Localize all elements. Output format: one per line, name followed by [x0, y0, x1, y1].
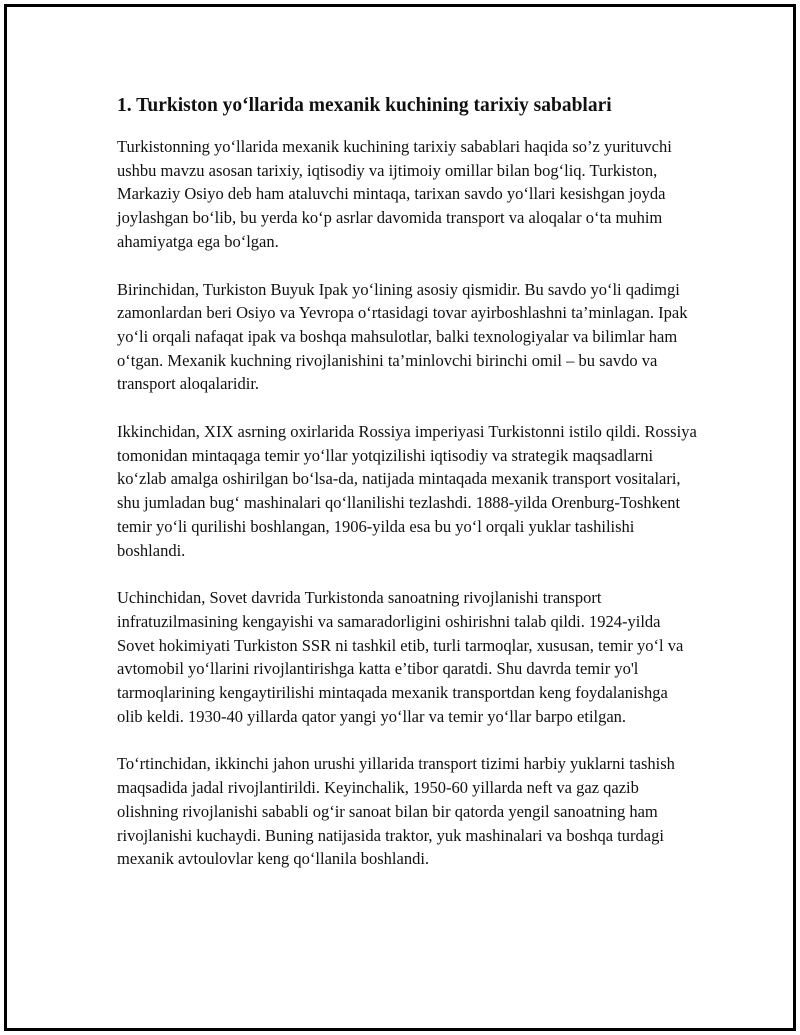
paragraph-first-reason: Birinchidan, Turkiston Buyuk Ipak yo‘lining asosiy qismidir. Bu savdo yo‘li qadimgi zamonlardan beri Osiyo va Yevropa o‘rtasidagi tovar ayirboshlashni ta’minlagan. Ipak yo‘li orqali nafaqat ipak va boshqa mahsulotlar, balki texnologiyalar va bilimlar ham o‘tgan. Mexanik kuchning rivojlanishini ta’minlovchi birinchi omil – bu savdo va transport aloqalaridir.: [117, 279, 688, 394]
document-body: [117, 93, 697, 871]
section-heading: 1. Turkiston yo‘llarida mexanik kuchining tarixiy sabablari: [117, 95, 612, 116]
paragraph-second-reason: Ikkinchidan, XIX asrning oxirlarida Rossiya imperiyasi Turkistonni istilo qildi. Rossiya tomonidan mintaqaga temir yo‘llar yotqizilishi iqtisodiy va strategik maqsadlarni ko‘zlab amalga oshirilgan bo‘lsa-da, natijada mintaqada mexanik transport vositalari, shu jumladan bug‘ mashinalari qo‘llanilishi tezlashdi. 1888-yilda Orenburg-Toshkent temir yo‘li qurilishi boshlangan, 1906-yilda esa bu yo‘l orqali yuklar tashilishi boshlandi.: [117, 422, 697, 560]
paragraph-fourth-reason: To‘rtinchidan, ikkinchi jahon urushi yillarida transport tizimi harbiy yuklarni tashish maqsadida jadal rivojlantirildi. Keyinchalik, 1950-60 yillarda neft va gaz qazib olishning rivojlanishi sababli og‘ir sanoat bilan bir qatorda yengil sanoatning ham rivojlanishi kuchaydi. Buning natijasida traktor, yuk mashinalari va boshqa turdagi mexanik avtoulovlar keng qo‘llanila boshlandi.: [117, 754, 675, 869]
paragraph-third-reason: Uchinchidan, Sovet davrida Turkistonda sanoatning rivojlanishi transport infratuzilmasining kengayishi va samaradorligini oshirishni talab qildi. 1924-yilda Sovet hokimiyati Turkiston SSR ni tashkil etib, turli tarmoqlar, xususan, temir yo‘l va avtomobil yo‘llarini rivojlantirishga katta e’tibor qaratdi. Shu davrda temir yo'l tarmoqlarining kengaytirilishi mintaqada mexanik transportdan keng foydalanishga olib keldi. 1930-40 yillarda qator yangi yo‘llar va temir yo‘llar barpo etilgan.: [117, 588, 684, 726]
paragraph-introduction: Turkistonning yo‘llarida mexanik kuchining tarixiy sabablari haqida so’z yurituvchi ushbu mavzu asosan tarixiy, iqtisodiy va ijtimoiy omillar bilan bog‘liq. Turkiston, Markaziy Osiyo deb ham ataluvchi mintaqa, tarixan savdo yo‘llari kesishgan joyda joylashgan bo‘lib, bu yerda ko‘p asrlar davomida transport va aloqalar o‘ta muhim ahamiyatga ega bo‘lgan.: [117, 137, 672, 251]
